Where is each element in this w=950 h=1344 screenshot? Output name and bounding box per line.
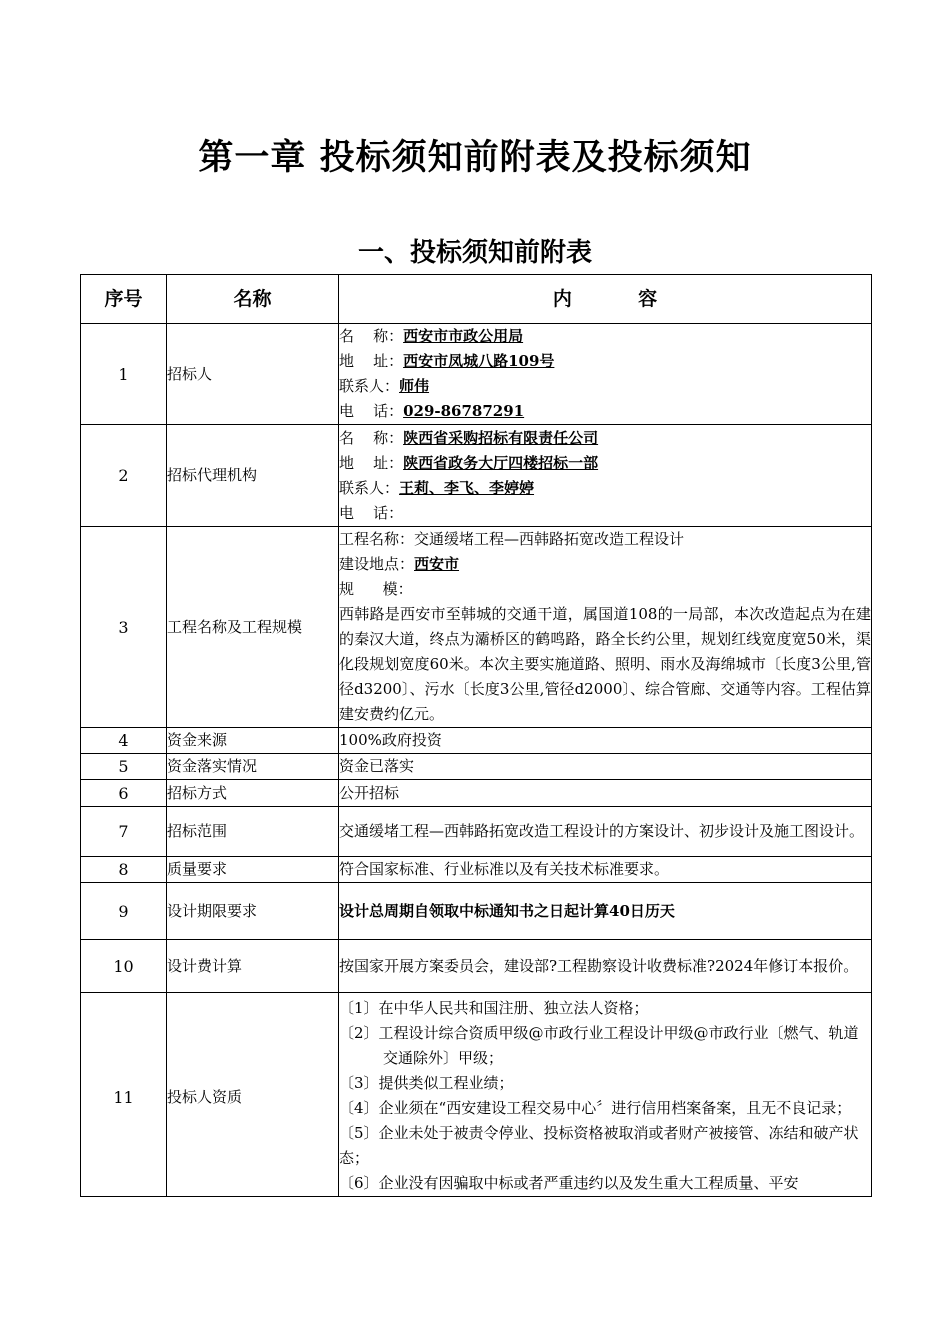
- qualification-item: 〔4〕企业须在“西安建设工程交易中心〞进行信用档案备案，且无不良记录；: [339, 1099, 852, 1117]
- table-header-row: [81, 275, 872, 324]
- label-phone: 电 话：: [339, 503, 404, 522]
- project-name: 工程名称：交通缓堵工程—西韩路拓宽改造工程设计: [339, 530, 685, 548]
- table-row: [81, 993, 872, 1197]
- agency-address: 陕西省政务大厅四楼招标一部: [403, 453, 599, 472]
- row-number: 4: [81, 728, 167, 754]
- row-number: 1: [81, 324, 167, 425]
- row-number: 8: [81, 857, 167, 883]
- header-content: 内 容: [339, 275, 872, 324]
- chapter-title: 第一章 投标须知前附表及投标须知: [198, 138, 752, 178]
- label-contact: 联系人：: [339, 377, 400, 395]
- row-content: [339, 324, 872, 425]
- bidding-preface-table: [80, 274, 872, 1197]
- project-scale-text: 西韩路是西安市至韩城的交通干道，属国道108的一局部，本次改造起点为在建的秦汉大道，终点为灞桥区的鹤鸣路，路全长约公里，规划红线宽度宽50米，渠化段规划宽度60米。本次主要实施道路、照明、雨水及海绵城市〔长度3公里,管径d3200〕、污水〔长度3公里,管径d2000〕、综合管廊、交通等内容。工程估算建安费约亿元。: [339, 605, 871, 723]
- label-contact: 联系人：: [339, 478, 400, 497]
- row-number: 10: [81, 940, 167, 993]
- row-content: 资金已落实: [339, 754, 872, 780]
- qualification-item: 〔2〕工程设计综合资质甲级@市政行业工程设计甲级@市政行业〔燃气、轨道交通除外〕甲级；: [339, 1024, 859, 1067]
- row-name: 招标人: [167, 324, 339, 425]
- tenderer-address: 西安市凤城八路109号: [403, 352, 555, 370]
- header-name: 名称: [167, 275, 339, 324]
- table-row: [81, 324, 872, 425]
- project-site: 西安市: [414, 555, 460, 573]
- label-phone: 电 话：: [339, 402, 404, 420]
- row-number: 11: [81, 993, 167, 1197]
- row-name: 招标方式: [167, 780, 339, 807]
- table-row: [81, 780, 872, 807]
- row-number: 2: [81, 425, 167, 527]
- row-content: 公开招标: [339, 780, 872, 807]
- row-name: 资金来源: [167, 728, 339, 754]
- row-content: 交通缓堵工程—西韩路拓宽改造工程设计的方案设计、初步设计及施工图设计。: [339, 807, 872, 857]
- row-name: 质量要求: [167, 857, 339, 883]
- header-no: 序号: [81, 275, 167, 324]
- table-row: [81, 754, 872, 780]
- row-number: 9: [81, 883, 167, 940]
- row-content: 符合国家标准、行业标准以及有关技术标准要求。: [339, 857, 872, 883]
- row-name: 设计费计算: [167, 940, 339, 993]
- section-title: 一、投标须知前附表: [357, 238, 592, 268]
- row-content: 按国家开展方案委员会，建设部?工程勘察设计收费标准?2024年修订本报价。: [339, 940, 872, 993]
- table-row: [81, 940, 872, 993]
- row-number: 7: [81, 807, 167, 857]
- row-name: 招标范围: [167, 807, 339, 857]
- tenderer-phone: 029-86787291: [403, 402, 525, 420]
- qualification-item: 〔5〕企业未处于被责令停业、投标资格被取消或者财产被接管、冻结和破产状态；: [339, 1124, 859, 1167]
- row-name: 投标人资质: [167, 993, 339, 1197]
- tenderer-contact: 师伟: [399, 377, 430, 395]
- agency-contact: 王莉、李飞、李婷婷: [399, 478, 535, 497]
- table-row: [81, 857, 872, 883]
- label-site: 建设地点：: [339, 555, 415, 573]
- row-name: 工程名称及工程规模: [167, 527, 339, 728]
- label-address: 地 址：: [339, 352, 404, 370]
- table-row: [81, 425, 872, 527]
- row-number: 5: [81, 754, 167, 780]
- table-row: [81, 728, 872, 754]
- row-content: [339, 425, 872, 527]
- qualification-item: 〔6〕企业没有因骗取中标或者严重违约以及发生重大工程质量、平安: [339, 1174, 799, 1192]
- qualification-item: 〔1〕在中华人民共和国注册、独立法人资格；: [339, 999, 649, 1017]
- row-name: 资金落实情况: [167, 754, 339, 780]
- qualification-item: 〔3〕提供类似工程业绩；: [339, 1074, 514, 1092]
- row-name: 招标代理机构: [167, 425, 339, 527]
- row-content: 设计总周期自领取中标通知书之日起计算40日历天: [339, 883, 872, 940]
- label-address: 地 址：: [339, 453, 404, 472]
- row-number: 6: [81, 780, 167, 807]
- row-content: [339, 993, 872, 1197]
- table-row: [81, 527, 872, 728]
- label-name: 名 称：: [339, 428, 404, 447]
- row-number: 3: [81, 527, 167, 728]
- label-scale: 规 模：: [339, 580, 413, 598]
- label-name: 名 称：: [339, 327, 404, 345]
- tenderer-name: 西安市市政公用局: [403, 327, 524, 345]
- row-content: 100%政府投资: [339, 728, 872, 754]
- row-name: 设计期限要求: [167, 883, 339, 940]
- table-row: [81, 883, 872, 940]
- table-row: [81, 807, 872, 857]
- agency-name: 陕西省采购招标有限责任公司: [403, 428, 599, 447]
- row-content: [339, 527, 872, 728]
